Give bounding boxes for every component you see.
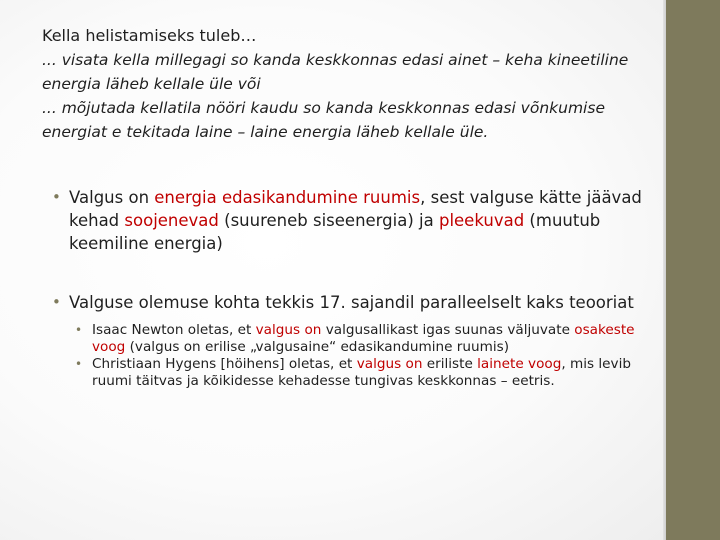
sub2-text-2: eriliste	[422, 356, 478, 372]
sub2-highlight-1: valgus on	[356, 356, 423, 372]
bullet-valgus-energia	[52, 186, 652, 255]
bullet1-text-2: , sest valguse kätte jäävad kehad	[69, 188, 642, 230]
bullet1-highlight-3: pleekuvad	[438, 211, 525, 230]
sub2-text-3: , mis levib ruumi täitvas ja kõikidesse kehadesse tungivas keskkonnas – eetris.	[92, 356, 631, 389]
sub1-text-2: valgusallikast igas suunas väljuvate	[321, 322, 575, 338]
sub-bullet-list	[69, 322, 652, 390]
bullet1-highlight-1: energia edasikandumine ruumis	[154, 188, 421, 207]
sub1-text-1: Isaac Newton oletas, et	[92, 322, 256, 338]
sub1-highlight-1: valgus on	[255, 322, 322, 338]
bullet1-text-3: (suureneb siseenergia) ja	[218, 211, 439, 230]
bullet-list-2	[52, 291, 652, 390]
bullet1-highlight-2: soojenevad	[124, 211, 219, 230]
intro-heading: Kella helistamiseks tuleb…	[42, 26, 257, 45]
sub1-text-3: (valgus on erilise „valgusaine“ edasikandumine ruumis)	[125, 339, 509, 355]
bullet-valguse-olemus	[52, 291, 652, 390]
sub2-highlight-2: lainete voog	[477, 356, 562, 372]
bullet1-text-4: (muutub keemiline energia)	[69, 211, 601, 253]
bullet-list-1	[52, 186, 652, 255]
sub1-highlight-2: osakeste voog	[92, 322, 635, 355]
intro-line-2: ... mõjutada kellatila nööri kaudu so kanda keskkonnas edasi võnkumise energiat e tekitada laine – laine energia läheb kellale üle.	[42, 99, 605, 141]
side-accent-band	[666, 0, 720, 540]
sub2-text-1: Christiaan Hygens [höihens] oletas, et	[92, 356, 357, 372]
bullet1-text-1: Valgus on	[69, 188, 155, 207]
sub-bullet-hygens	[69, 356, 652, 390]
intro-line-1: ... visata kella millegagi so kanda keskkonnas edasi ainet – keha kineetiline energia läheb kellale üle või	[42, 51, 629, 93]
intro-block	[42, 24, 662, 144]
sub-bullet-newton	[69, 322, 652, 356]
bullet2-text: Valguse olemuse kohta tekkis 17. sajandil paralleelselt kaks teooriat	[69, 293, 634, 312]
